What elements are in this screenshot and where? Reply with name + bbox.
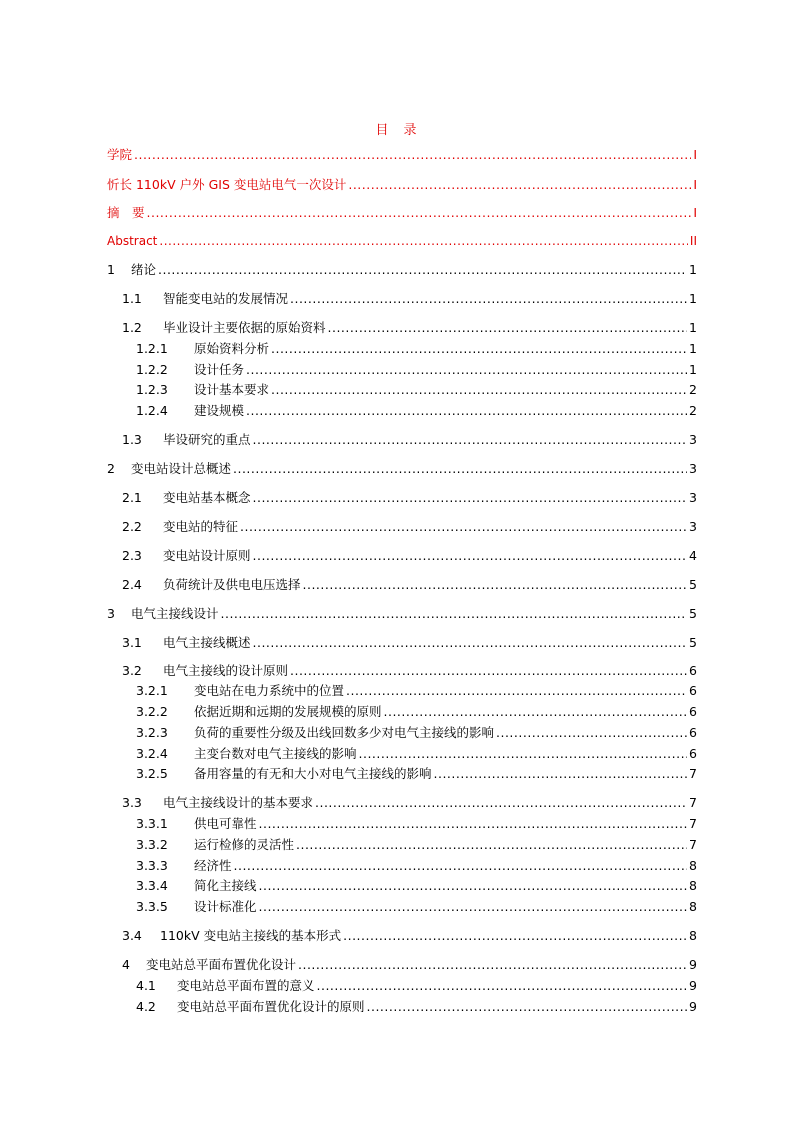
toc-leader-dots xyxy=(259,815,688,833)
toc-leader-dots xyxy=(134,146,691,164)
toc-entry-page: 1 xyxy=(689,262,697,277)
toc-leader-dots xyxy=(346,682,687,700)
toc-entry-page: 1 xyxy=(689,362,697,377)
toc-title: 目 录 xyxy=(375,123,418,138)
toc-entry[interactable] xyxy=(122,290,697,308)
toc-entry-page: 3 xyxy=(689,490,697,505)
toc-entry-number: 3.3.1 xyxy=(136,816,168,831)
toc-entry-number: 3.2.5 xyxy=(136,766,168,781)
toc-leader-dots xyxy=(246,361,687,379)
toc-leader-dots xyxy=(159,232,688,250)
toc-entry-label: 原始资料分析 xyxy=(194,341,270,356)
toc-entry-page: I xyxy=(693,177,697,192)
toc-entry-number: 1.1 xyxy=(122,291,142,306)
toc-entry-label: 运行检修的灵活性 xyxy=(194,837,295,852)
toc-entry-number: 2.1 xyxy=(122,490,142,505)
toc-leader-dots xyxy=(298,956,687,974)
toc-leader-dots xyxy=(290,662,687,680)
toc-entry-label: 设计任务 xyxy=(194,362,245,377)
toc-entry[interactable] xyxy=(107,605,697,623)
toc-entry-page: 2 xyxy=(689,382,697,397)
toc-entry-label: 电气主接线概述 xyxy=(163,635,251,650)
toc-entry-label: 变电站基本概念 xyxy=(163,490,251,505)
toc-entry-label: 电气主接线设计的基本要求 xyxy=(163,795,314,810)
toc-entry-number: 3.1 xyxy=(122,635,142,650)
toc-entry[interactable] xyxy=(122,319,697,337)
toc-entry-page: 8 xyxy=(689,928,697,943)
toc-entry-label: 智能变电站的发展情况 xyxy=(163,291,289,306)
toc-entry-label: 负荷统计及供电电压选择 xyxy=(163,577,301,592)
toc-leader-dots xyxy=(384,703,688,721)
toc-entry-number: 4 xyxy=(122,957,130,972)
toc-leader-dots xyxy=(240,518,687,536)
toc-entry[interactable] xyxy=(122,956,697,974)
toc-entry-page: 9 xyxy=(689,957,697,972)
toc-entry-label: 变电站在电力系统中的位置 xyxy=(194,683,345,698)
toc-leader-dots xyxy=(259,898,688,916)
toc-entry[interactable] xyxy=(136,745,697,763)
toc-entry-page: 2 xyxy=(689,403,697,418)
toc-entry-label: 变电站设计总概述 xyxy=(131,461,232,476)
toc-leader-dots xyxy=(253,431,688,449)
toc-leader-dots xyxy=(328,319,688,337)
toc-leader-dots xyxy=(496,724,687,742)
toc-entry-page: 6 xyxy=(689,683,697,698)
toc-entry[interactable] xyxy=(136,340,697,358)
toc-entry[interactable] xyxy=(136,682,697,700)
toc-entry-label: 设计基本要求 xyxy=(194,382,270,397)
toc-entry-page: 7 xyxy=(689,816,697,831)
toc-entry-page: 9 xyxy=(689,999,697,1014)
toc-entry-page: 7 xyxy=(689,766,697,781)
toc-entry-page: 8 xyxy=(689,858,697,873)
toc-leader-dots xyxy=(359,745,688,763)
toc-entry-page: 1 xyxy=(689,291,697,306)
toc-entry[interactable] xyxy=(122,547,697,565)
toc-leader-dots xyxy=(434,765,688,783)
toc-entry[interactable] xyxy=(136,815,697,833)
toc-entry-page: 4 xyxy=(689,548,697,563)
toc-entry-number: 3.2.1 xyxy=(136,683,168,698)
toc-entry-page: 6 xyxy=(689,746,697,761)
toc-entry-page: 7 xyxy=(689,837,697,852)
toc-entry[interactable] xyxy=(122,794,697,812)
toc-entry-page: 3 xyxy=(689,461,697,476)
toc-entry-page: 6 xyxy=(689,725,697,740)
toc-leader-dots xyxy=(296,836,687,854)
toc-entry-label: 变电站总平面布置优化设计 xyxy=(146,957,297,972)
toc-entry-label: 变电站总平面布置的意义 xyxy=(177,978,315,993)
toc-entry-label: 绪论 xyxy=(131,262,157,277)
toc-entry-number: 1.2.2 xyxy=(136,362,168,377)
toc-entry-label: 毕设研究的重点 xyxy=(163,432,251,447)
toc-entry-page: I xyxy=(693,147,697,162)
toc-entry[interactable] xyxy=(122,927,697,945)
toc-entry-number: 1.2.3 xyxy=(136,382,168,397)
toc-entry[interactable] xyxy=(136,977,697,995)
toc-entry-number: 4.1 xyxy=(136,978,156,993)
toc-leader-dots xyxy=(158,261,687,279)
toc-entry-number: 3.2.3 xyxy=(136,725,168,740)
toc-entry[interactable] xyxy=(122,431,697,449)
toc-leader-dots xyxy=(271,340,687,358)
toc-entry-page: 3 xyxy=(689,519,697,534)
toc-leader-dots xyxy=(234,857,688,875)
toc-entry-number: 2.3 xyxy=(122,548,142,563)
toc-entry-page: 9 xyxy=(689,978,697,993)
toc-entry-label: 学院 xyxy=(107,147,133,162)
toc-entry-number: 3 xyxy=(107,606,115,621)
toc-entry-page: 5 xyxy=(689,635,697,650)
toc-entry-number: 3.3 xyxy=(122,795,142,810)
toc-leader-dots xyxy=(290,290,687,308)
toc-leader-dots xyxy=(348,176,691,194)
toc-entry-number: 3.3.3 xyxy=(136,858,168,873)
toc-entry-page: 7 xyxy=(689,795,697,810)
toc-leader-dots xyxy=(221,605,688,623)
toc-entry[interactable] xyxy=(122,518,697,536)
toc-entry[interactable] xyxy=(107,176,697,194)
toc-leader-dots xyxy=(246,402,687,420)
toc-entry-label: 简化主接线 xyxy=(194,878,257,893)
toc-entry-number: 1.2.4 xyxy=(136,403,168,418)
toc-entry-page: I xyxy=(693,205,697,220)
toc-entry[interactable] xyxy=(136,898,697,916)
toc-entry-page: 1 xyxy=(689,320,697,335)
toc-entry-label: 依据近期和远期的发展规模的原则 xyxy=(194,704,382,719)
toc-entry-label: 电气主接线设计 xyxy=(131,606,219,621)
toc-entry-label: 变电站的特征 xyxy=(163,519,239,534)
toc-entry-label: 电气主接线的设计原则 xyxy=(163,663,289,678)
toc-entry-number: 1.3 xyxy=(122,432,142,447)
toc-entry-label: 建设规模 xyxy=(194,403,245,418)
toc-entry-label: 摘 要 xyxy=(107,205,145,220)
toc-entry-number: 1.2 xyxy=(122,320,142,335)
toc-entry[interactable] xyxy=(107,146,697,164)
toc-leader-dots xyxy=(253,547,688,565)
toc-entry[interactable] xyxy=(122,634,697,652)
toc-entry[interactable] xyxy=(107,261,697,279)
toc-entry[interactable] xyxy=(122,489,697,507)
toc-leader-dots xyxy=(253,634,688,652)
toc-entry-page: 3 xyxy=(689,432,697,447)
toc-entry-number: 4.2 xyxy=(136,999,156,1014)
toc-entry-page: 5 xyxy=(689,606,697,621)
toc-entry[interactable] xyxy=(136,703,697,721)
toc-entry-number: 1 xyxy=(107,262,115,277)
toc-entry-number: 3.2.4 xyxy=(136,746,168,761)
toc-entry-page: 6 xyxy=(689,663,697,678)
toc-entry-number: 3.3.5 xyxy=(136,899,168,914)
toc-entry[interactable] xyxy=(107,204,697,222)
toc-entry-number: 3.4 xyxy=(122,928,142,943)
toc-leader-dots xyxy=(147,204,692,222)
toc-entry-label: 变电站设计原则 xyxy=(163,548,251,563)
toc-entry[interactable] xyxy=(136,381,697,399)
toc-entry[interactable] xyxy=(136,836,697,854)
toc-leader-dots xyxy=(315,794,687,812)
toc-entry-label: 110kV 变电站主接线的基本形式 xyxy=(160,928,342,943)
toc-entry-label: 经济性 xyxy=(194,858,232,873)
toc-entry-label: 供电可靠性 xyxy=(194,816,257,831)
toc-entry[interactable] xyxy=(122,662,697,680)
toc-entry-page: II xyxy=(689,234,697,248)
toc-leader-dots xyxy=(253,489,688,507)
toc-entry-number: 2 xyxy=(107,461,115,476)
toc-entry-number: 3.3.4 xyxy=(136,878,168,893)
toc-entry-label: 设计标准化 xyxy=(194,899,257,914)
toc-leader-dots xyxy=(343,927,687,945)
toc-entry-label: 备用容量的有无和大小对电气主接线的影响 xyxy=(194,766,432,781)
toc-entry-page: 5 xyxy=(689,577,697,592)
toc-entry-page: 8 xyxy=(689,899,697,914)
toc-entry[interactable] xyxy=(136,998,697,1016)
toc-entry-number: 1.2.1 xyxy=(136,341,168,356)
toc-entry[interactable] xyxy=(136,402,697,420)
toc-entry[interactable] xyxy=(107,460,697,478)
toc-entry[interactable] xyxy=(136,765,697,783)
toc-entry-label: 变电站总平面布置优化设计的原则 xyxy=(177,999,365,1014)
toc-entry[interactable] xyxy=(136,724,697,742)
toc-leader-dots xyxy=(259,877,688,895)
toc-entry[interactable] xyxy=(122,576,697,594)
toc-entry-label: 忻长 110kV 户外 GIS 变电站电气一次设计 xyxy=(107,177,347,192)
toc-entry-page: 1 xyxy=(689,341,697,356)
toc-entry-label: 负荷的重要性分级及出线回数多少对电气主接线的影响 xyxy=(194,725,495,740)
toc-entry[interactable] xyxy=(107,232,697,250)
toc-leader-dots xyxy=(317,977,688,995)
toc-entry-label: 主变台数对电气主接线的影响 xyxy=(194,746,357,761)
toc-entry-label: Abstract xyxy=(107,234,158,248)
toc-leader-dots xyxy=(271,381,687,399)
toc-entry[interactable] xyxy=(136,857,697,875)
toc-entry-page: 8 xyxy=(689,878,697,893)
toc-leader-dots xyxy=(367,998,688,1016)
toc-entry-number: 3.3.2 xyxy=(136,837,168,852)
toc-entry-label: 毕业设计主要依据的原始资料 xyxy=(163,320,326,335)
toc-leader-dots xyxy=(303,576,688,594)
toc-entry[interactable] xyxy=(136,877,697,895)
toc-entry-number: 2.2 xyxy=(122,519,142,534)
toc-entry[interactable] xyxy=(136,361,697,379)
toc-entry-number: 3.2 xyxy=(122,663,142,678)
toc-entry-page: 6 xyxy=(689,704,697,719)
toc-entry-number: 2.4 xyxy=(122,577,142,592)
toc-entry-number: 3.2.2 xyxy=(136,704,168,719)
toc-leader-dots xyxy=(233,460,687,478)
